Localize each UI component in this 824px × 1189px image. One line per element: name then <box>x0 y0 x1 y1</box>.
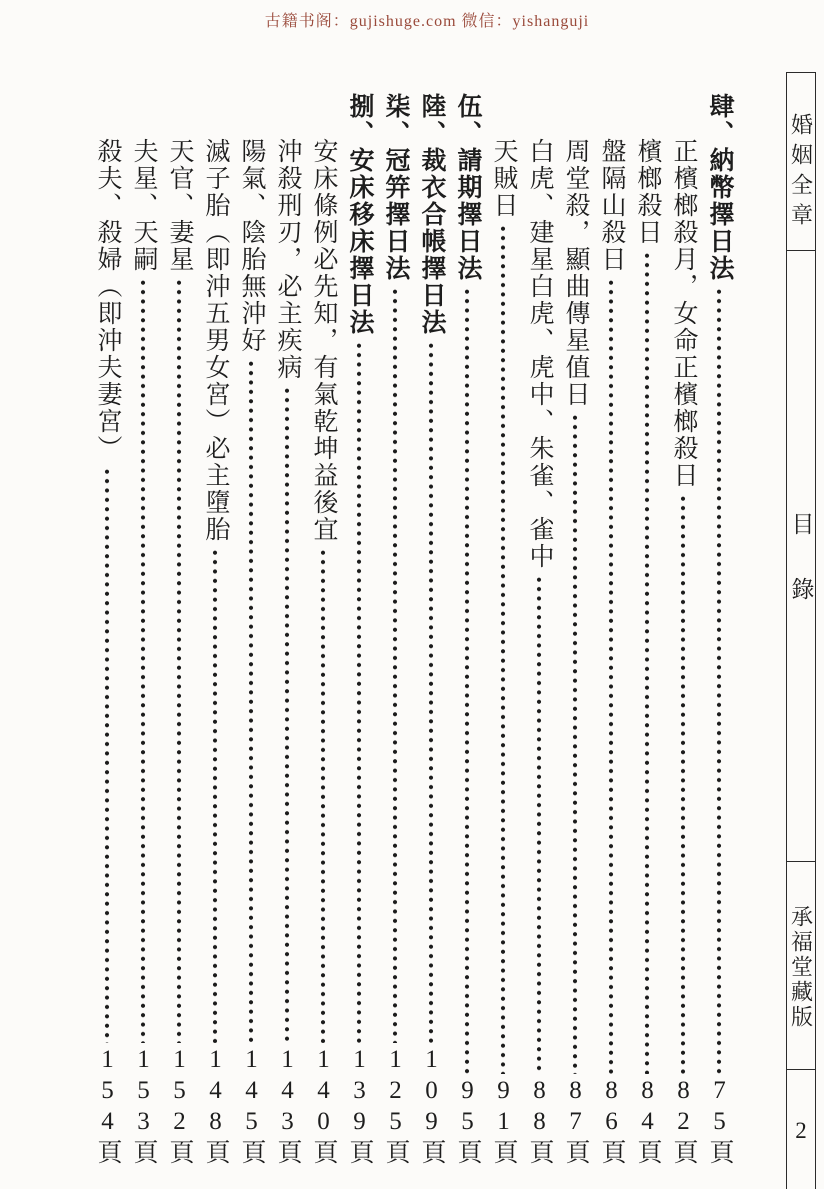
toc-entry-title: 捌、安床移床擇日法 <box>346 93 373 336</box>
toc-entry-title: 檳榔殺日 <box>634 138 661 246</box>
toc-entry-title: 夫星、天嗣 <box>130 138 157 273</box>
toc-entry-page: 95頁 <box>454 1077 481 1168</box>
toc-entry <box>273 93 301 1168</box>
dotted-leader <box>525 575 553 1074</box>
toc-entry-page: 153頁 <box>130 1046 157 1168</box>
toc-entry <box>129 93 157 1168</box>
toc-entry-title: 白虎、建星白虎、虎中、朱雀、雀中 <box>526 138 553 570</box>
dotted-leader <box>273 386 301 1043</box>
toc-entry-page: 143頁 <box>274 1046 301 1168</box>
toc-entry <box>597 93 625 1168</box>
toc-entry <box>309 93 337 1168</box>
toc-entry-title: 天官、妻星 <box>166 138 193 273</box>
toc-entry-page: 84頁 <box>634 1077 661 1168</box>
toc-entry-page: 152頁 <box>166 1046 193 1168</box>
dotted-leader <box>165 278 193 1043</box>
toc-entry-title: 滅子胎（即沖五男女宮）必主墮胎 <box>202 138 229 543</box>
toc-entry <box>237 93 265 1168</box>
toc-entry-page: 109頁 <box>418 1046 445 1168</box>
toc-entry-page: 88頁 <box>526 1077 553 1168</box>
toc-entry-title: 安床條例必先知，有氣乾坤益後宜 <box>310 138 337 543</box>
toc-entry <box>381 93 409 1168</box>
toc-entry-title: 肆、納幣擇日法 <box>706 93 733 282</box>
dotted-leader <box>561 413 589 1074</box>
toc-entry-page: 139頁 <box>346 1046 373 1168</box>
toc-entry-page: 86頁 <box>598 1077 625 1168</box>
watermark-text: 古籍书阁：gujishuge.com 微信：yishanguji <box>264 13 590 30</box>
toc-entry <box>705 93 733 1168</box>
toc-entry <box>489 93 517 1168</box>
sidebar-page-number-section <box>787 1070 815 1189</box>
toc-entry-title: 陽氣、陰胎無沖好 <box>238 138 265 354</box>
dotted-leader <box>417 341 445 1043</box>
toc <box>85 93 733 1168</box>
toc-entry <box>417 93 445 1168</box>
toc-entry <box>345 93 373 1168</box>
toc-entry-title: 周堂殺，顯曲傳星值日 <box>562 138 589 408</box>
dotted-leader <box>237 359 265 1043</box>
toc-entry <box>165 93 193 1168</box>
dotted-leader <box>489 224 517 1074</box>
sidebar-toc-label-section <box>787 251 815 862</box>
toc-entry-page: 82頁 <box>670 1077 697 1168</box>
publisher-label: 承福堂藏版 <box>788 904 814 1030</box>
toc-entry <box>525 93 553 1168</box>
sidebar-publisher-section <box>787 862 815 1070</box>
toc-entry <box>201 93 229 1168</box>
dotted-leader <box>201 548 229 1043</box>
toc-entry-title: 陸、裁衣合帳擇日法 <box>418 93 445 336</box>
toc-entry <box>561 93 589 1168</box>
toc-entry-page: 125頁 <box>382 1046 409 1168</box>
toc-entry-title: 殺夫、殺婦（即沖夫妻宮） <box>94 138 121 462</box>
toc-entry-page: 145頁 <box>238 1046 265 1168</box>
toc-entry-title: 柒、冠笄擇日法 <box>382 93 409 282</box>
book-title: 婚姻全章 <box>788 112 814 233</box>
toc-entry-title: 伍、請期擇日法 <box>454 93 481 282</box>
toc-entry-page: 75頁 <box>706 1077 733 1168</box>
toc-entry-page: 154頁 <box>94 1046 121 1168</box>
dotted-leader <box>345 341 373 1043</box>
toc-entry-page: 148頁 <box>202 1046 229 1168</box>
dotted-leader <box>309 548 337 1043</box>
dotted-leader <box>453 287 481 1074</box>
dotted-leader <box>597 278 625 1074</box>
toc-entry-page: 140頁 <box>310 1046 337 1168</box>
toc-label: 目錄 <box>788 512 814 642</box>
toc-entry <box>633 93 661 1168</box>
toc-entry-page: 91頁 <box>490 1077 517 1168</box>
toc-entry <box>453 93 481 1168</box>
dotted-leader <box>93 467 121 1043</box>
toc-entry <box>669 93 697 1168</box>
toc-entry-title: 天賊日 <box>490 138 517 219</box>
dotted-leader <box>669 494 697 1074</box>
dotted-leader <box>705 287 733 1074</box>
dotted-leader <box>381 287 409 1043</box>
toc-entry <box>93 93 121 1168</box>
toc-entry-page: 87頁 <box>562 1077 589 1168</box>
sidebar <box>786 72 816 1189</box>
toc-entry-title: 沖殺刑刃，必主疾病 <box>274 138 301 381</box>
page-number: 2 <box>795 1118 807 1143</box>
toc-entry-title: 正檳榔殺月，女命正檳榔殺日 <box>670 138 697 489</box>
dotted-leader <box>129 278 157 1043</box>
toc-entry-title: 盤隔山殺日 <box>598 138 625 273</box>
sidebar-book-title-section <box>787 73 815 251</box>
dotted-leader <box>633 251 661 1074</box>
